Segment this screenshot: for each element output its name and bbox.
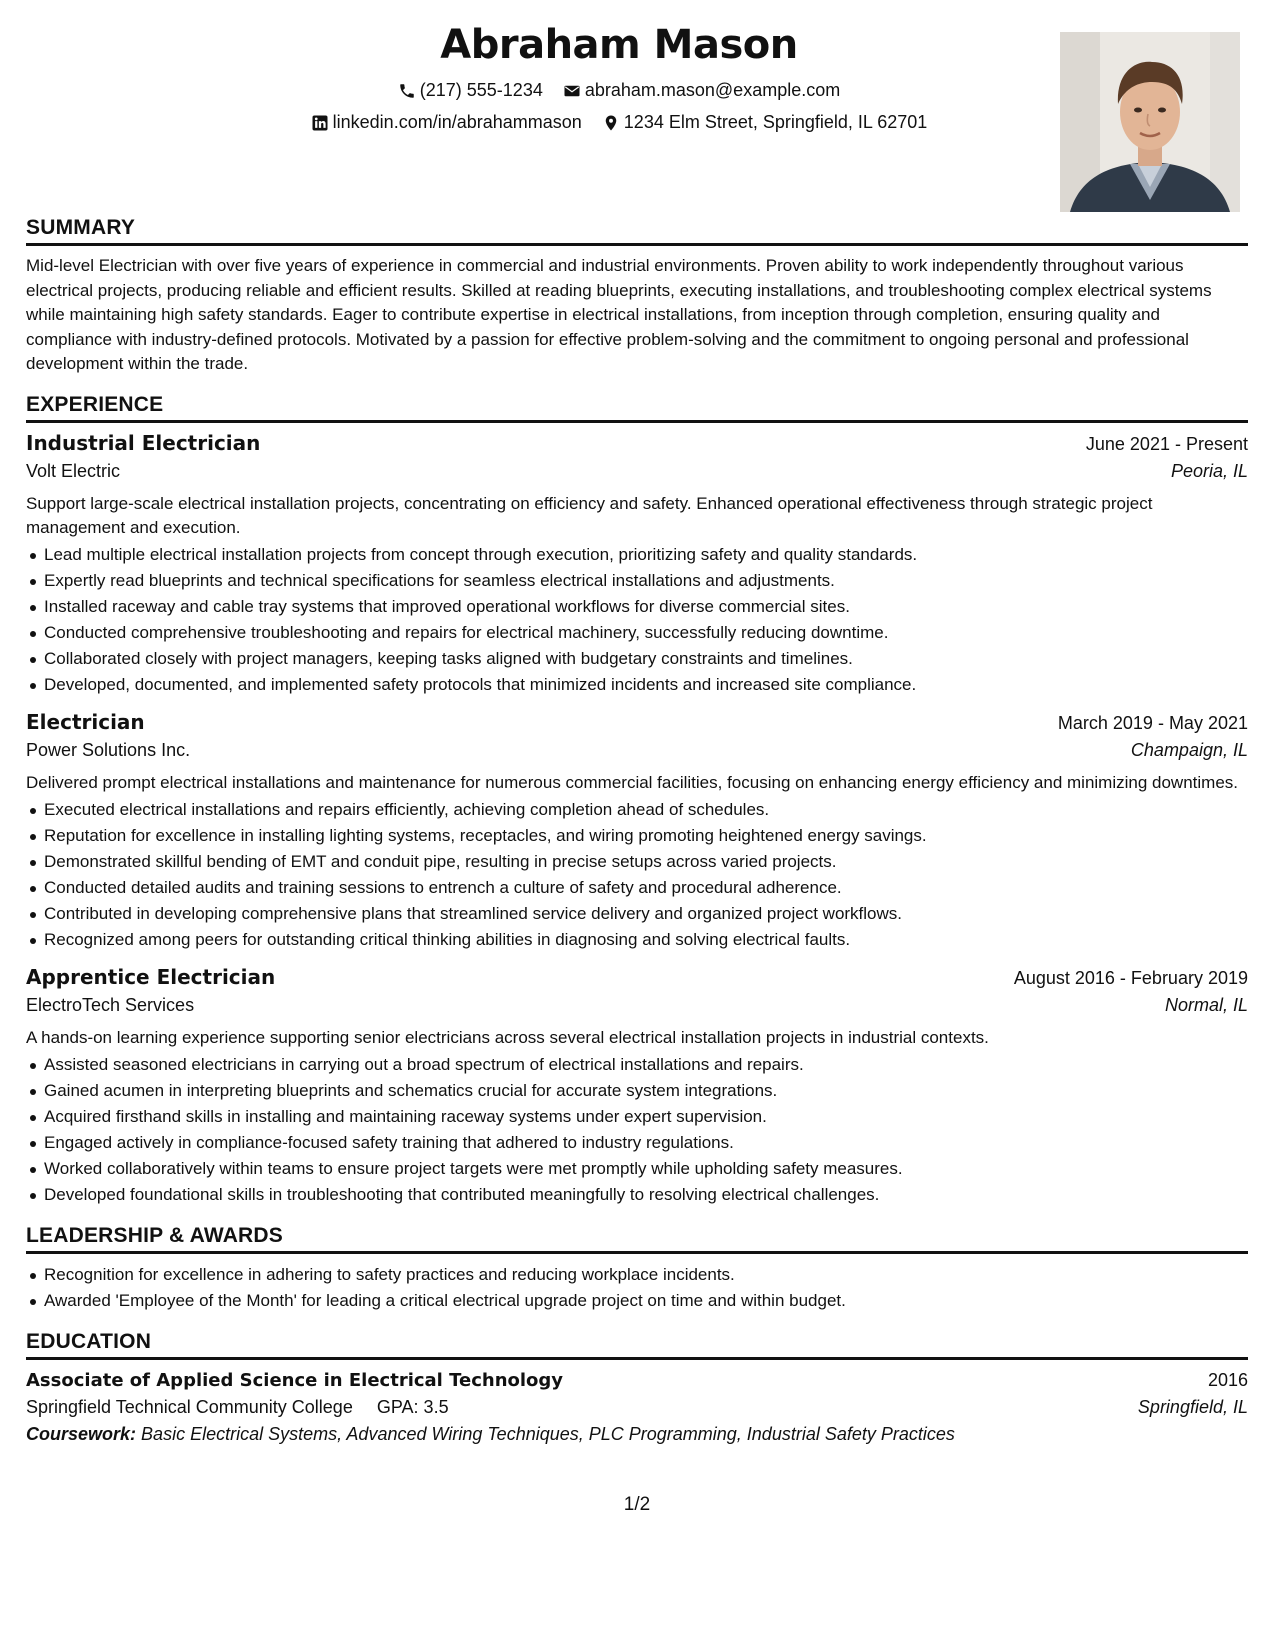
job-location: Champaign, IL	[1130, 739, 1248, 760]
list-item: Lead multiple electrical installation projects from concept through execution, prioritizing safety and quality standards.	[44, 542, 1248, 568]
education-section	[26, 1330, 1248, 1445]
leadership-section	[26, 1224, 1248, 1314]
map-pin-icon	[602, 114, 620, 132]
list-item: Expertly read blueprints and technical specifications for seamless electrical installations and adjustments.	[44, 568, 1248, 594]
list-item: Awarded 'Employee of the Month' for leading a critical electrical upgrade project on time and within budget.	[44, 1288, 1248, 1314]
job-company: Power Solutions Inc.	[26, 739, 191, 760]
profile-photo-image	[1060, 32, 1240, 212]
list-item: Gained acumen in interpreting blueprints and schematics crucial for accurate system integrations.	[44, 1078, 1248, 1104]
linkedin-text[interactable]: linkedin.com/in/abrahammason	[332, 112, 582, 132]
education-degree: Associate of Applied Science in Electrical Technology	[26, 1369, 564, 1391]
job-entry	[26, 965, 1248, 1208]
job-location: Peoria, IL	[1170, 460, 1248, 481]
list-item: Engaged actively in compliance-focused safety training that adhered to industry regulations.	[44, 1130, 1248, 1156]
list-item: Contributed in developing comprehensive plans that streamlined service delivery and organized project workflows.	[44, 901, 1248, 927]
list-item: Installed raceway and cable tray systems that improved operational workflows for diverse commercial sites.	[44, 594, 1248, 620]
address-contact	[602, 112, 928, 133]
list-item: Conducted comprehensive troubleshooting and repairs for electrical machinery, successfully reducing downtime.	[44, 620, 1248, 646]
job-company: Volt Electric	[26, 460, 121, 481]
job-company: ElectroTech Services	[26, 994, 195, 1015]
list-item: Developed, documented, and implemented safety protocols that minimized incidents and increased site compliance.	[44, 672, 1248, 698]
job-title: Apprentice Electrician	[26, 964, 276, 989]
job-bullets	[26, 1052, 1248, 1208]
experience-section	[26, 393, 1248, 1208]
summary-section	[26, 216, 1248, 377]
education-location: Springfield, IL	[1137, 1396, 1248, 1417]
job-entry	[26, 710, 1248, 953]
profile-photo	[1060, 32, 1240, 212]
job-location: Normal, IL	[1164, 994, 1248, 1015]
job-title: Electrician	[26, 709, 145, 734]
job-dates: August 2016 - February 2019	[1013, 967, 1248, 988]
section-title-education: EDUCATION	[26, 1330, 1248, 1360]
coursework-list: Basic Electrical Systems, Advanced Wiring Techniques, PLC Programming, Industrial Safety Practices	[141, 1423, 955, 1444]
job-dates: March 2019 - May 2021	[1057, 712, 1248, 733]
job-description: Support large-scale electrical installation projects, concentrating on efficiency and safety. Enhanced operational effectiveness through strategic project management and execution.	[26, 493, 1153, 537]
leadership-bullets	[26, 1262, 1248, 1314]
education-year: 2016	[1207, 1369, 1248, 1390]
phone-icon	[398, 82, 416, 100]
email-contact[interactable]	[563, 80, 840, 101]
list-item: Recognized among peers for outstanding critical thinking abilities in diagnosing and solving electrical faults.	[44, 927, 1248, 953]
linkedin-contact[interactable]	[311, 112, 582, 133]
resume-header	[26, 0, 1248, 216]
section-title-summary: SUMMARY	[26, 216, 1248, 246]
phone-text: (217) 555-1234	[419, 80, 543, 100]
list-item: Worked collaboratively within teams to ensure project targets were met promptly while upholding safety measures.	[44, 1156, 1248, 1182]
education-school: Springfield Technical Community College	[26, 1396, 353, 1417]
job-entry	[26, 431, 1248, 698]
phone-contact	[398, 80, 543, 101]
job-description: A hands-on learning experience supporting senior electricians across several electrical installation projects in industrial contexts.	[26, 1027, 989, 1047]
linkedin-icon	[311, 114, 329, 132]
summary-text: Mid-level Electrician with over five years of experience in commercial and industrial environments. Proven ability to work independently throughout various electrical projects, producing reliable and efficient results. Skilled at reading blueprints, executing installations, and troubleshooting complex electrical systems while maintaining high safety standards. Eager to contribute expertise in electrical installations, from inception through completion, ensuring quality and compliance with industry-defined protocols. Motivated by a passion for effective problem-solving and the commitment to ongoing personal and professional development within the trade.	[26, 256, 1212, 373]
email-text[interactable]: abraham.mason@example.com	[584, 80, 841, 100]
list-item: Conducted detailed audits and training sessions to entrench a culture of safety and procedural adherence.	[44, 875, 1248, 901]
list-item: Executed electrical installations and repairs efficiently, achieving completion ahead of schedules.	[44, 797, 1248, 823]
list-item: Reputation for excellence in installing lighting systems, receptacles, and wiring promoting heightened energy savings.	[44, 823, 1248, 849]
education-gpa: GPA: 3.5	[376, 1396, 449, 1417]
job-bullets	[26, 542, 1248, 698]
education-coursework	[26, 1424, 1248, 1445]
job-title: Industrial Electrician	[26, 430, 261, 455]
list-item: Acquired firsthand skills in installing and maintaining raceway systems under expert supervision.	[44, 1104, 1248, 1130]
job-description: Delivered prompt electrical installations and maintenance for numerous commercial facilities, focusing on enhancing energy efficiency and minimizing downtimes.	[26, 772, 1239, 792]
list-item: Assisted seasoned electricians in carrying out a broad spectrum of electrical installations and repairs.	[44, 1052, 1248, 1078]
list-item: Collaborated closely with project managers, keeping tasks aligned with budgetary constraints and timelines.	[44, 646, 1248, 672]
list-item: Demonstrated skillful bending of EMT and conduit pipe, resulting in precise setups across varied projects.	[44, 849, 1248, 875]
list-item: Developed foundational skills in troubleshooting that contributed meaningfully to resolving electrical challenges.	[44, 1182, 1248, 1208]
education-school-line	[26, 1397, 449, 1418]
candidate-name: Abraham Mason	[440, 22, 798, 68]
job-dates: June 2021 - Present	[1085, 433, 1248, 454]
section-title-experience: EXPERIENCE	[26, 393, 1248, 423]
envelope-icon	[563, 82, 581, 100]
section-title-leadership: LEADERSHIP & AWARDS	[26, 1224, 1248, 1254]
coursework-label: Coursework:	[26, 1423, 137, 1444]
page-number: 1/2	[623, 1494, 651, 1515]
address-text: 1234 Elm Street, Springfield, IL 62701	[623, 112, 928, 132]
resume-page	[26, 0, 1248, 1650]
job-bullets	[26, 797, 1248, 953]
list-item: Recognition for excellence in adhering to safety practices and reducing workplace incidents.	[44, 1262, 1248, 1288]
